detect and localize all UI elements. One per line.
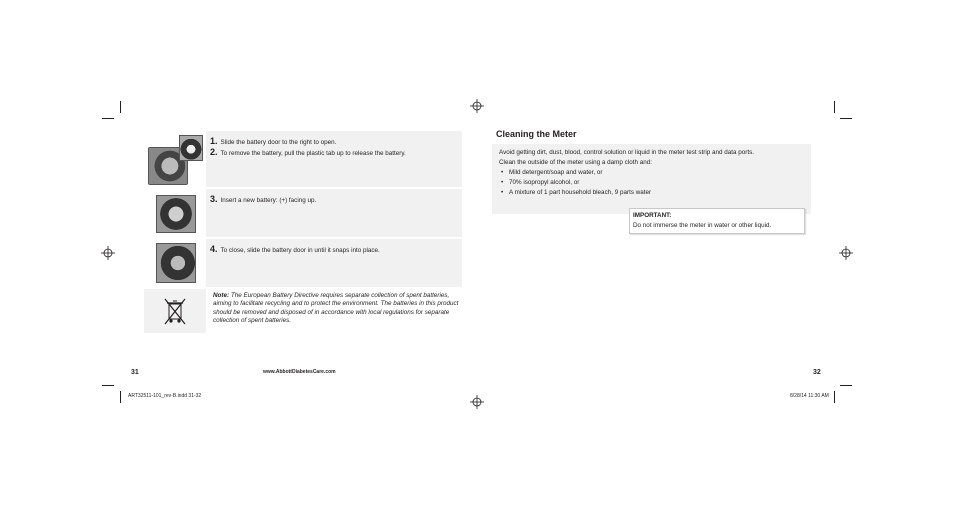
registration-mark-icon [470, 395, 484, 409]
crop-mark [120, 101, 121, 113]
crop-mark [102, 385, 114, 386]
crop-mark [834, 101, 835, 113]
step-image-area [144, 131, 206, 187]
important-text: Do not immerse the meter in water or other liquid. [633, 222, 772, 229]
page-number-right: 32 [813, 369, 821, 376]
crop-mark [840, 385, 852, 386]
step-number: 4. [210, 244, 218, 254]
registration-mark-icon [101, 246, 115, 260]
slug-date: 8/28/14 11:30 AM [790, 393, 829, 399]
step-number: 2. [210, 147, 218, 157]
step-row-1-2 [144, 131, 462, 187]
step-4 [210, 243, 380, 256]
step-text: To close, slide the battery door in until it snaps into place. [220, 247, 380, 254]
page-number-left: 31 [131, 369, 139, 376]
registration-mark-icon [470, 99, 484, 113]
step-row-4 [144, 239, 462, 287]
weee-icon-box [144, 289, 206, 333]
note-label: Note: [213, 292, 230, 299]
list-item: • Mild detergent/soap and water, or [509, 169, 602, 176]
step-text: Slide the battery door to the right to open. [220, 139, 337, 146]
crossed-out-wheelie-bin-icon [162, 296, 188, 326]
step-number: 3. [210, 194, 218, 204]
battery-directive-note [213, 292, 465, 325]
list-item: • 70% isopropyl alcohol, or [509, 179, 579, 186]
cleaning-paragraph-1: Avoid getting dirt, dust, blood, control solution or liquid in the meter test strip and data ports. [499, 149, 755, 156]
website-url: www.AbbottDiabetesCare.com [263, 369, 336, 375]
cleaning-paragraph-2: Clean the outside of the meter using a damp cloth and: [499, 159, 652, 166]
slug-file-name: ART32511-101_rev-B.indd 31-32 [128, 393, 202, 399]
registration-mark-icon [839, 246, 853, 260]
battery-door-close-photo [156, 243, 196, 283]
step-number: 1. [210, 136, 218, 146]
step-2 [210, 146, 406, 159]
crop-mark [840, 118, 852, 119]
crop-mark [102, 118, 114, 119]
battery-insert-photo [156, 195, 196, 233]
step-image-area [144, 189, 206, 237]
step-3 [210, 193, 316, 206]
step-text: To remove the battery, pull the plastic tab up to release the battery. [220, 150, 406, 157]
important-callout [629, 208, 805, 234]
battery-tab-photo [179, 135, 203, 161]
list-item: • A mixture of 1 part household bleach, 9 parts water [509, 189, 651, 196]
step-text: Insert a new battery: (+) facing up. [220, 197, 317, 204]
crop-mark [120, 391, 121, 403]
important-title: IMPORTANT: [633, 212, 672, 219]
note-text: The European Battery Directive requires separate collection of spent batteries, aiming to facilitate recycling and to protect the environment. The batteries in this product should be removed and disposed of in accordance with local regulations for separate collection of spent batteries. [213, 292, 459, 324]
crop-mark [834, 391, 835, 403]
section-title: Cleaning the Meter [496, 129, 577, 139]
step-image-area [144, 239, 206, 287]
step-row-3 [144, 189, 462, 237]
